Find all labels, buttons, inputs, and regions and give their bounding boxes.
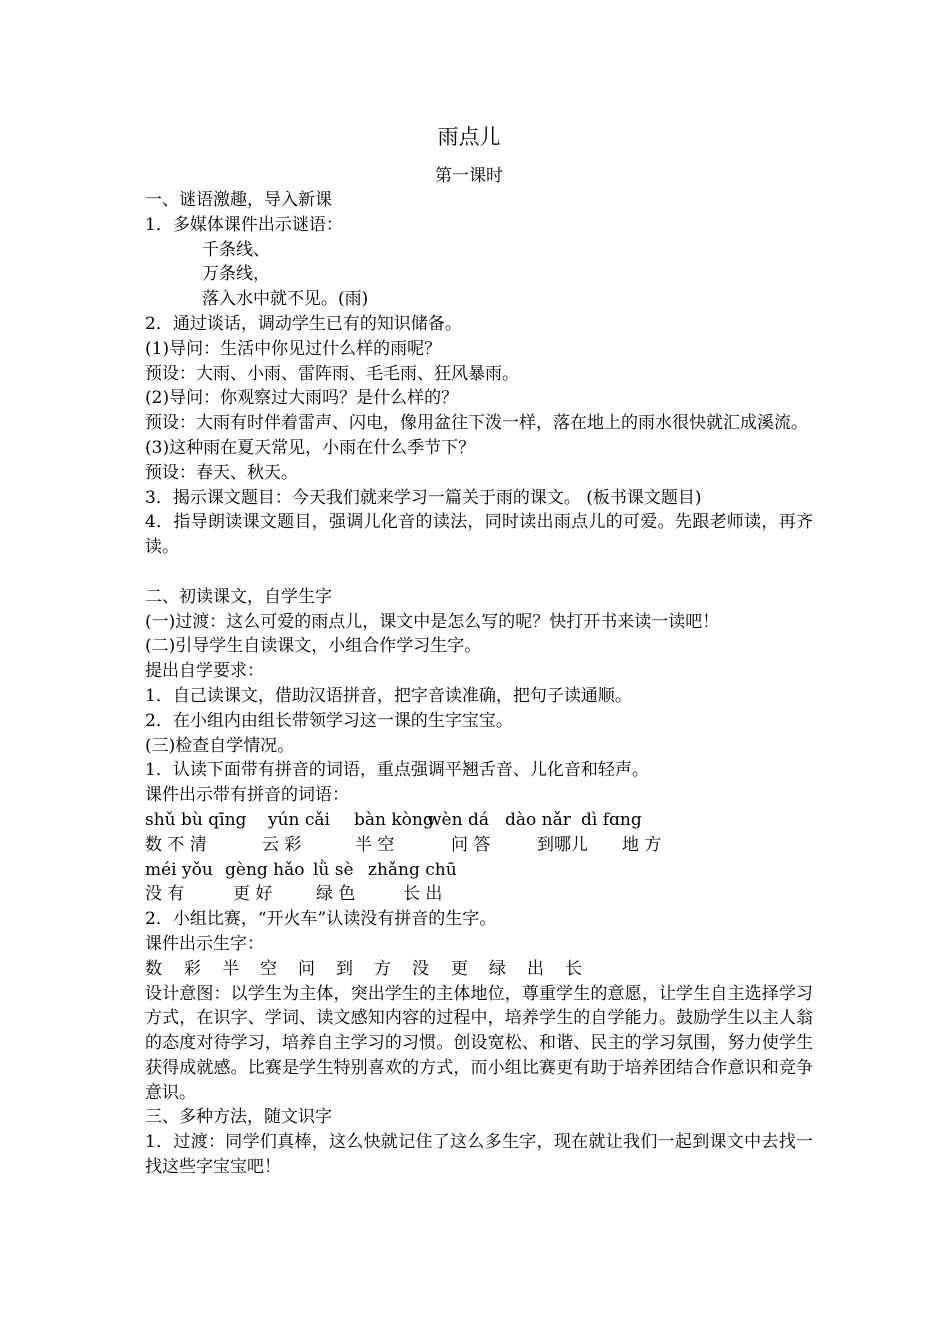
character: 数 xyxy=(145,958,162,979)
character: 方 xyxy=(374,958,391,979)
word: 更 好 xyxy=(233,884,273,905)
paragraph: 课件出示带有拼音的词语： xyxy=(145,785,349,806)
word: 云 彩 xyxy=(262,834,302,855)
paragraph: 1．认读下面带有拼音的词语，重点强调平翘舌音、儿化音和轻声。 xyxy=(145,760,649,781)
pinyin-row xyxy=(145,808,813,833)
paragraph: (三)检查自学情况。 xyxy=(145,735,295,756)
paragraph: 2．小组比赛，“开火车”认读没有拼音的生字。 xyxy=(145,909,497,930)
riddle-line: 落入水中就不见。(雨) xyxy=(202,289,369,310)
section-heading-1: 一、谜语激趣，导入新课 xyxy=(145,190,332,210)
word: 到哪儿 xyxy=(537,834,588,855)
word: 地 方 xyxy=(622,834,662,855)
pinyin: zhǎng chū xyxy=(368,859,457,880)
page-title: 雨点儿 xyxy=(437,125,501,149)
word-row xyxy=(145,882,813,907)
design-intent-paragraph: 设计意图：以学生为主体，突出学生的主体地位，尊重学生的意愿，让学生自主选择学习方式，在识字、学词、读文感知内容的过程中，培养学生的自学能力。鼓励学生以主人翁的态度对待学习，培养自主学习的习惯。创设宽松、和谐、民主的学习氛围，努力使学生获得成就感。比赛是学生特别喜欢的方式，而小组比赛更有助于培养团结合作意识和竞争意识。 xyxy=(145,983,813,1103)
word: 数 不 清 xyxy=(145,834,207,855)
pinyin: yún cǎi xyxy=(268,809,330,830)
word: 半 空 xyxy=(355,834,395,855)
character: 绿 xyxy=(489,958,506,979)
character-row xyxy=(145,957,813,982)
paragraph: (2)导问：你观察过大雨吗？是什么样的？ xyxy=(145,388,459,409)
section-heading-3: 三、多种方法，随文识字 xyxy=(145,1107,332,1128)
character: 出 xyxy=(527,958,544,979)
paragraph: (一)过渡：这么可爱的雨点儿，课文中是怎么写的呢？快打开书来读一读吧！ xyxy=(145,611,720,632)
riddle-line: 万条线， xyxy=(202,264,270,285)
paragraph: 4．指导朗读课文题目，强调儿化音的读法，同时读出雨点儿的可爱。先跟老师读，再齐读。 xyxy=(145,512,813,558)
pinyin: méi yǒu xyxy=(145,859,213,880)
pinyin-row xyxy=(145,858,813,883)
blank-line xyxy=(145,560,813,585)
pinyin: dì fɑng xyxy=(581,809,642,830)
pinyin: dào nǎr xyxy=(505,809,571,830)
character: 半 xyxy=(222,958,239,979)
paragraph: 预设：大雨、小雨、雷阵雨、毛毛雨、狂风暴雨。 xyxy=(145,363,519,384)
character: 长 xyxy=(565,958,582,979)
paragraph: 2．通过谈话，调动学生已有的知识储备。 xyxy=(145,313,462,334)
lesson-subtitle: 第一课时 xyxy=(435,166,503,186)
paragraph: (3)这种雨在夏天常见，小雨在什么季节下？ xyxy=(145,437,476,458)
pinyin: gèng hǎo xyxy=(225,859,305,880)
word: 问 答 xyxy=(451,834,491,855)
paragraph: (二)引导学生自读课文，小组合作学习生字。 xyxy=(145,636,482,657)
character: 问 xyxy=(298,958,315,979)
paragraph: 预设：大雨有时伴着雷声、闪电，像用盆往下泼一样，落在地上的雨水很快就汇成溪流。 xyxy=(145,413,808,434)
paragraph: 1．多媒体课件出示谜语： xyxy=(145,214,343,235)
pinyin: shǔ bù qīng xyxy=(145,809,247,830)
pinyin: wèn dá xyxy=(427,809,489,830)
paragraph: 1．自己读课文，借助汉语拼音，把字音读准确，把句子读通顺。 xyxy=(145,685,632,706)
document-body xyxy=(145,188,813,1180)
word: 绿 色 xyxy=(316,884,356,905)
character: 更 xyxy=(451,958,468,979)
paragraph: 1．过渡：同学们真棒，这么快就记住了这么多生字，现在就让我们一起到课文中去找一找这些字宝宝吧！ xyxy=(145,1132,813,1178)
section-heading-2: 二、初读课文，自学生字 xyxy=(145,586,332,607)
pinyin: lǜ sè xyxy=(313,859,354,880)
pinyin: bàn kòng xyxy=(354,809,434,830)
word-row xyxy=(145,833,813,858)
paragraph: 课件出示生字： xyxy=(145,933,264,954)
character: 彩 xyxy=(184,958,201,979)
paragraph: 提出自学要求： xyxy=(145,661,264,682)
paragraph: 2．在小组内由组长带领学习这一课的生字宝宝。 xyxy=(145,710,513,731)
riddle-line: 千条线、 xyxy=(202,239,270,260)
paragraph: 3．揭示课文题目：今天我们就来学习一篇关于雨的课文。 (板书课文题目) xyxy=(145,487,702,508)
paragraph: (1)导问：生活中你见过什么样的雨呢？ xyxy=(145,338,442,359)
word: 长 出 xyxy=(403,884,443,905)
character: 到 xyxy=(336,958,353,979)
character: 没 xyxy=(412,958,429,979)
paragraph: 预设：春天、秋天。 xyxy=(145,462,298,483)
character: 空 xyxy=(260,958,277,979)
word: 没 有 xyxy=(145,884,185,905)
